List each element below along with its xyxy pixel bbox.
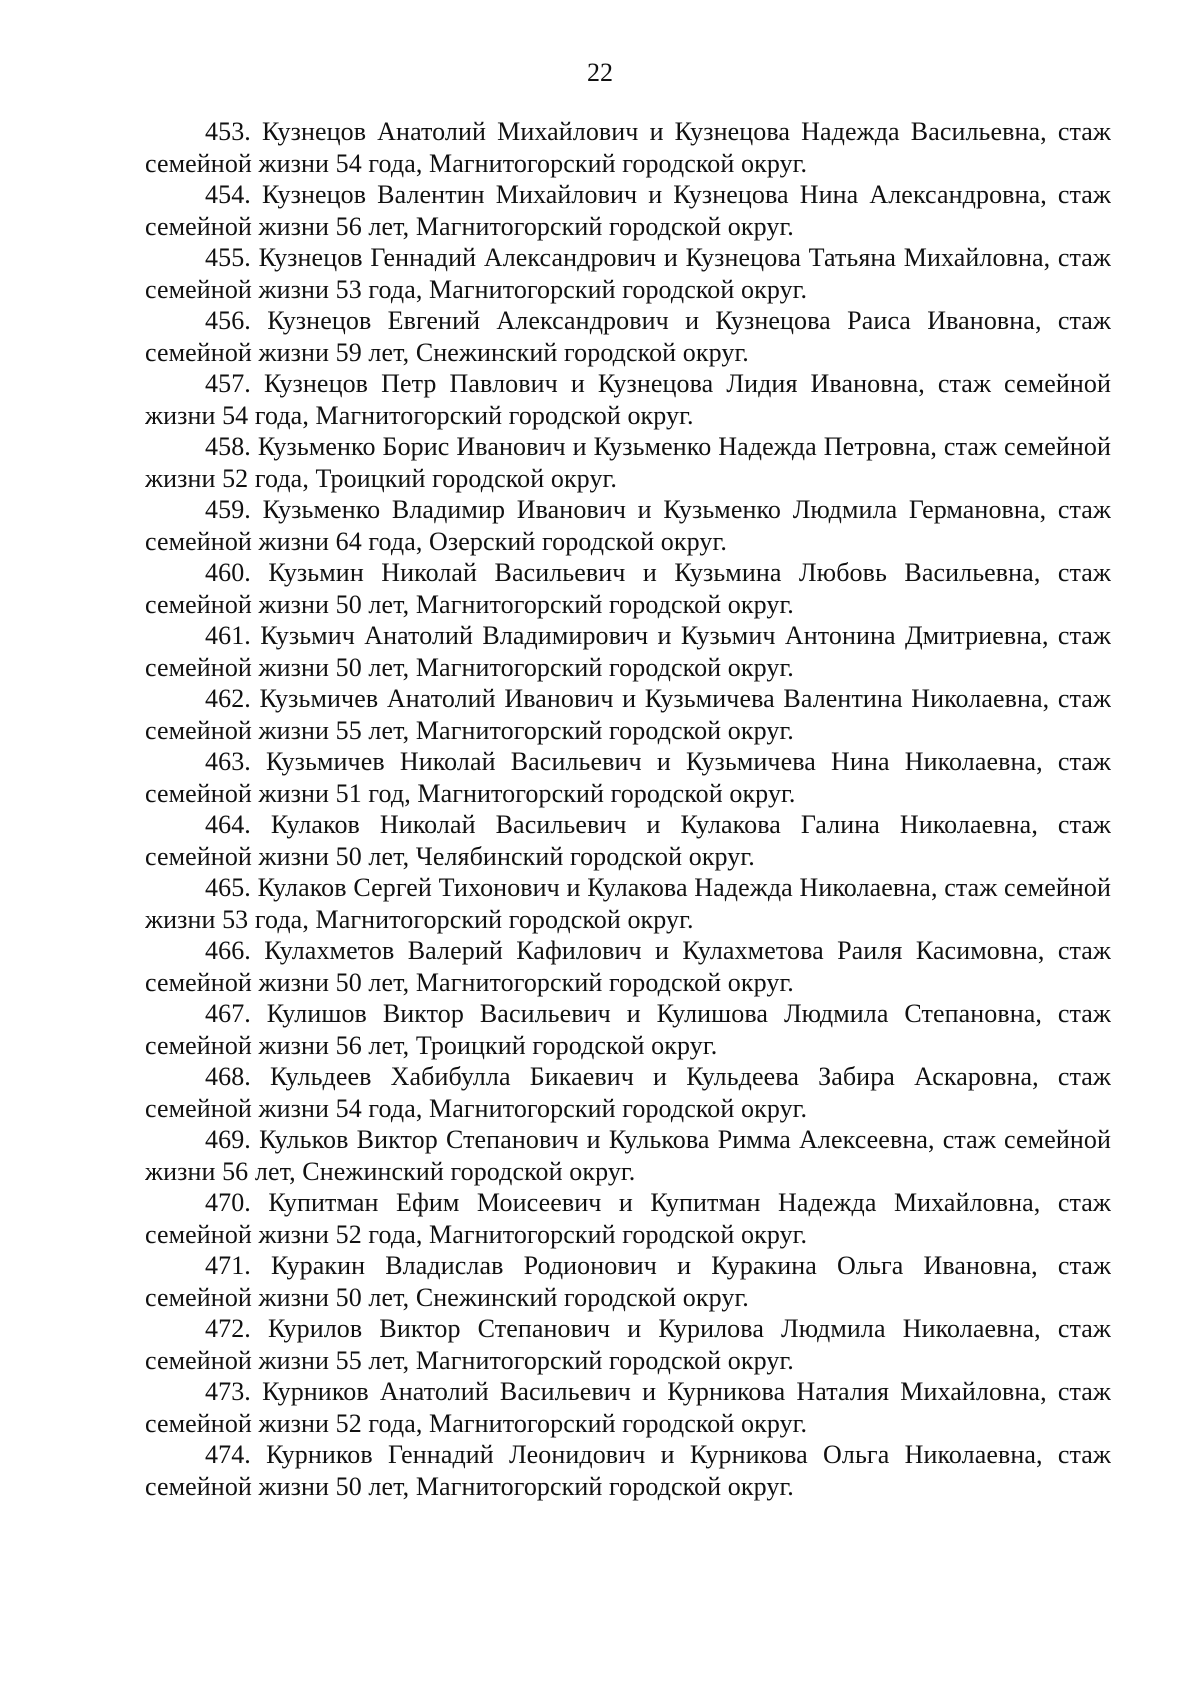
entry-number: 453.: [205, 117, 251, 146]
list-item: [145, 1250, 1111, 1313]
entry-number: 474.: [205, 1440, 251, 1469]
entry-text: Кулаков Сергей Тихонович и Кулакова Надежда Николаевна, стаж семейной жизни 53 года, Магнитогорский городской округ.: [145, 873, 1111, 934]
entry-text: Кузьмичев Анатолий Иванович и Кузьмичева Валентина Николаевна, стаж семейной жизни 55 лет, Магнитогорский городской округ.: [145, 684, 1111, 745]
entry-number: 464.: [205, 810, 251, 839]
entry-text: Кузнецов Валентин Михайлович и Кузнецова Нина Александровна, стаж семейной жизни 56 лет, Магнитогорский городской округ.: [145, 180, 1111, 241]
entry-text: Кузнецов Петр Павлович и Кузнецова Лидия Ивановна, стаж семейной жизни 54 года, Магнитогорский городской округ.: [145, 369, 1111, 430]
entry-number: 458.: [205, 432, 251, 461]
entry-number: 462.: [205, 684, 251, 713]
entry-number: 461.: [205, 621, 251, 650]
entry-text: Кузьмич Анатолий Владимирович и Кузьмич Антонина Дмитриевна, стаж семейной жизни 50 лет, Магнитогорский городской округ.: [145, 621, 1111, 682]
entry-text: Курилов Виктор Степанович и Курилова Людмила Николаевна, стаж семейной жизни 55 лет, Магнитогорский городской округ.: [145, 1314, 1111, 1375]
list-item: [145, 116, 1111, 179]
list-item: [145, 1187, 1111, 1250]
entry-number: 471.: [205, 1251, 251, 1280]
entry-number: 460.: [205, 558, 251, 587]
list-item: [145, 1313, 1111, 1376]
list-item: [145, 746, 1111, 809]
entry-text: Курников Анатолий Васильевич и Курникова Наталия Михайловна, стаж семейной жизни 52 года, Магнитогорский городской округ.: [145, 1377, 1111, 1438]
entry-number: 470.: [205, 1188, 251, 1217]
page-number: 22: [587, 58, 613, 87]
entry-number: 463.: [205, 747, 251, 776]
entry-text: Кузьмин Николай Васильевич и Кузьмина Любовь Васильевна, стаж семейной жизни 50 лет, Магнитогорский городской округ.: [145, 558, 1111, 619]
entry-number: 455.: [205, 243, 251, 272]
entry-number: 454.: [205, 180, 251, 209]
entry-text: Куракин Владислав Родионович и Куракина Ольга Ивановна, стаж семейной жизни 50 лет, Снежинский городской округ.: [145, 1251, 1111, 1312]
entry-text: Кулишов Виктор Васильевич и Кулишова Людмила Степановна, стаж семейной жизни 56 лет, Троицкий городской округ.: [145, 999, 1111, 1060]
entry-number: 457.: [205, 369, 251, 398]
entry-text: Кульдеев Хабибулла Бикаевич и Кульдеева Забира Аскаровна, стаж семейной жизни 54 года, Магнитогорский городской округ.: [145, 1062, 1111, 1123]
list-item: [145, 1376, 1111, 1439]
entry-number: 465.: [205, 873, 251, 902]
list-item: [145, 1061, 1111, 1124]
entry-number: 459.: [205, 495, 251, 524]
entry-text: Кузьменко Владимир Иванович и Кузьменко Людмила Германовна, стаж семейной жизни 64 года, Озерский городской округ.: [145, 495, 1111, 556]
list-item: [145, 683, 1111, 746]
entry-number: 456.: [205, 306, 251, 335]
list-item: [145, 305, 1111, 368]
list-item: [145, 557, 1111, 620]
list-item: [145, 242, 1111, 305]
list-item: [145, 809, 1111, 872]
list-item: [145, 872, 1111, 935]
list-item: [145, 179, 1111, 242]
entry-number: 472.: [205, 1314, 251, 1343]
entry-text: Кульков Виктор Степанович и Кулькова Римма Алексеевна, стаж семейной жизни 56 лет, Снежинский городской округ.: [145, 1125, 1111, 1186]
entry-number: 468.: [205, 1062, 251, 1091]
entry-list: [145, 116, 1111, 1502]
entry-text: Купитман Ефим Моисеевич и Купитман Надежда Михайловна, стаж семейной жизни 52 года, Магнитогорский городской округ.: [145, 1188, 1111, 1249]
list-item: [145, 431, 1111, 494]
list-item: [145, 368, 1111, 431]
entry-text: Кузнецов Геннадий Александрович и Кузнецова Татьяна Михайловна, стаж семейной жизни 53 года, Магнитогорский городской округ.: [145, 243, 1111, 304]
entry-number: 473.: [205, 1377, 251, 1406]
list-item: [145, 935, 1111, 998]
entry-text: Кузьменко Борис Иванович и Кузьменко Надежда Петровна, стаж семейной жизни 52 года, Троицкий городской округ.: [145, 432, 1111, 493]
list-item: [145, 998, 1111, 1061]
entry-text: Кулаков Николай Васильевич и Кулакова Галина Николаевна, стаж семейной жизни 50 лет, Челябинский городской округ.: [145, 810, 1111, 871]
list-item: [145, 1439, 1111, 1502]
list-item: [145, 620, 1111, 683]
entry-text: Кузьмичев Николай Васильевич и Кузьмичева Нина Николаевна, стаж семейной жизни 51 год, Магнитогорский городской округ.: [145, 747, 1111, 808]
entry-text: Кулахметов Валерий Кафилович и Кулахметова Раиля Касимовна, стаж семейной жизни 50 лет, Магнитогорский городской округ.: [145, 936, 1111, 997]
entry-number: 467.: [205, 999, 251, 1028]
list-item: [145, 494, 1111, 557]
entry-text: Кузнецов Евгений Александрович и Кузнецова Раиса Ивановна, стаж семейной жизни 59 лет, Снежинский городской округ.: [145, 306, 1111, 367]
entry-text: Курников Геннадий Леонидович и Курникова Ольга Николаевна, стаж семейной жизни 50 лет, Магнитогорский городской округ.: [145, 1440, 1111, 1501]
entry-text: Кузнецов Анатолий Михайлович и Кузнецова Надежда Васильевна, стаж семейной жизни 54 года, Магнитогорский городской округ.: [145, 117, 1111, 178]
entry-number: 469.: [205, 1125, 251, 1154]
list-item: [145, 1124, 1111, 1187]
entry-number: 466.: [205, 936, 251, 965]
